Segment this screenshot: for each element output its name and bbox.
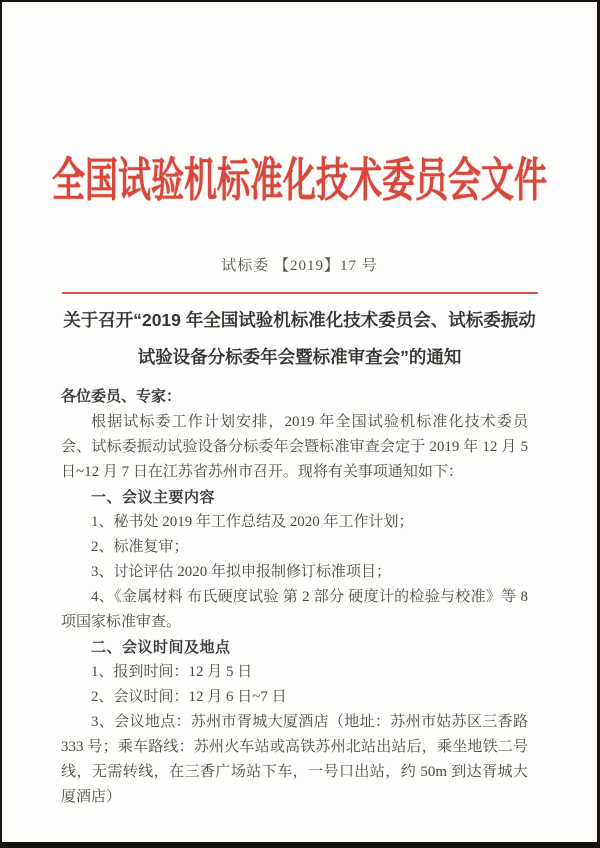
- section-2-item-2: 2、会议时间：12 月 6 日~7 日: [91, 689, 287, 705]
- section-1-item-1: 1、秘书处 2019 年工作总结及 2020 年工作计划；: [91, 514, 414, 530]
- subject-title-line-2: 试验设备分标委年会暨标准审查会”的通知: [137, 347, 462, 367]
- document-page: [2, 2, 597, 842]
- doc-number: 试标委 【2019】17 号: [221, 258, 378, 274]
- intro-paragraph: 根据试标委工作计划安排，2019 年全国试验机标准化技术委员会、试标委振动试验设备分标委年会暨标准审查会定于 2019 年 12 月 5 日~12 月 7 日在江苏省苏州市召开。现将有关事项通知如下：: [61, 414, 528, 480]
- section-1-heading: 一、会议主要内容: [91, 489, 216, 506]
- section-2-item-1: 1、报到时间：12 月 5 日: [91, 664, 253, 680]
- letterhead-title: 全国试验机标准化技术委员会文件: [52, 156, 547, 208]
- salutation: 各位委员、专家：: [61, 389, 182, 405]
- red-separator-rule: [62, 292, 538, 294]
- letterhead: [2, 150, 597, 214]
- document-body: [2, 385, 597, 810]
- section-2-item-3: 3、会议地点：苏州市胥城大厦酒店（地址：苏州市姑苏区三香路 333 号；乘车路线：苏州火车站或高铁苏州北站出站后，乘坐地铁二号线，无需转线，在三香广场站下车，一号口出站，约 50m 到达胥城大厦酒店）: [61, 714, 528, 805]
- section-2-heading: 二、会议时间及地点: [91, 639, 231, 656]
- section-1-item-3: 3、讨论评估 2020 年拟申报制修订标准项目；: [91, 564, 392, 580]
- section-1-item-4: 4、《金属材料 布氏硬度试验 第 2 部分 硬度计的检验与校准》等 8 项国家标准审查。: [61, 589, 528, 630]
- subject-title-line-1: 关于召开“2019 年全国试验机标准化技术委员会、试标委振动: [63, 310, 536, 330]
- section-1-item-2: 2、标准复审；: [91, 539, 189, 555]
- subject-title: [2, 302, 597, 376]
